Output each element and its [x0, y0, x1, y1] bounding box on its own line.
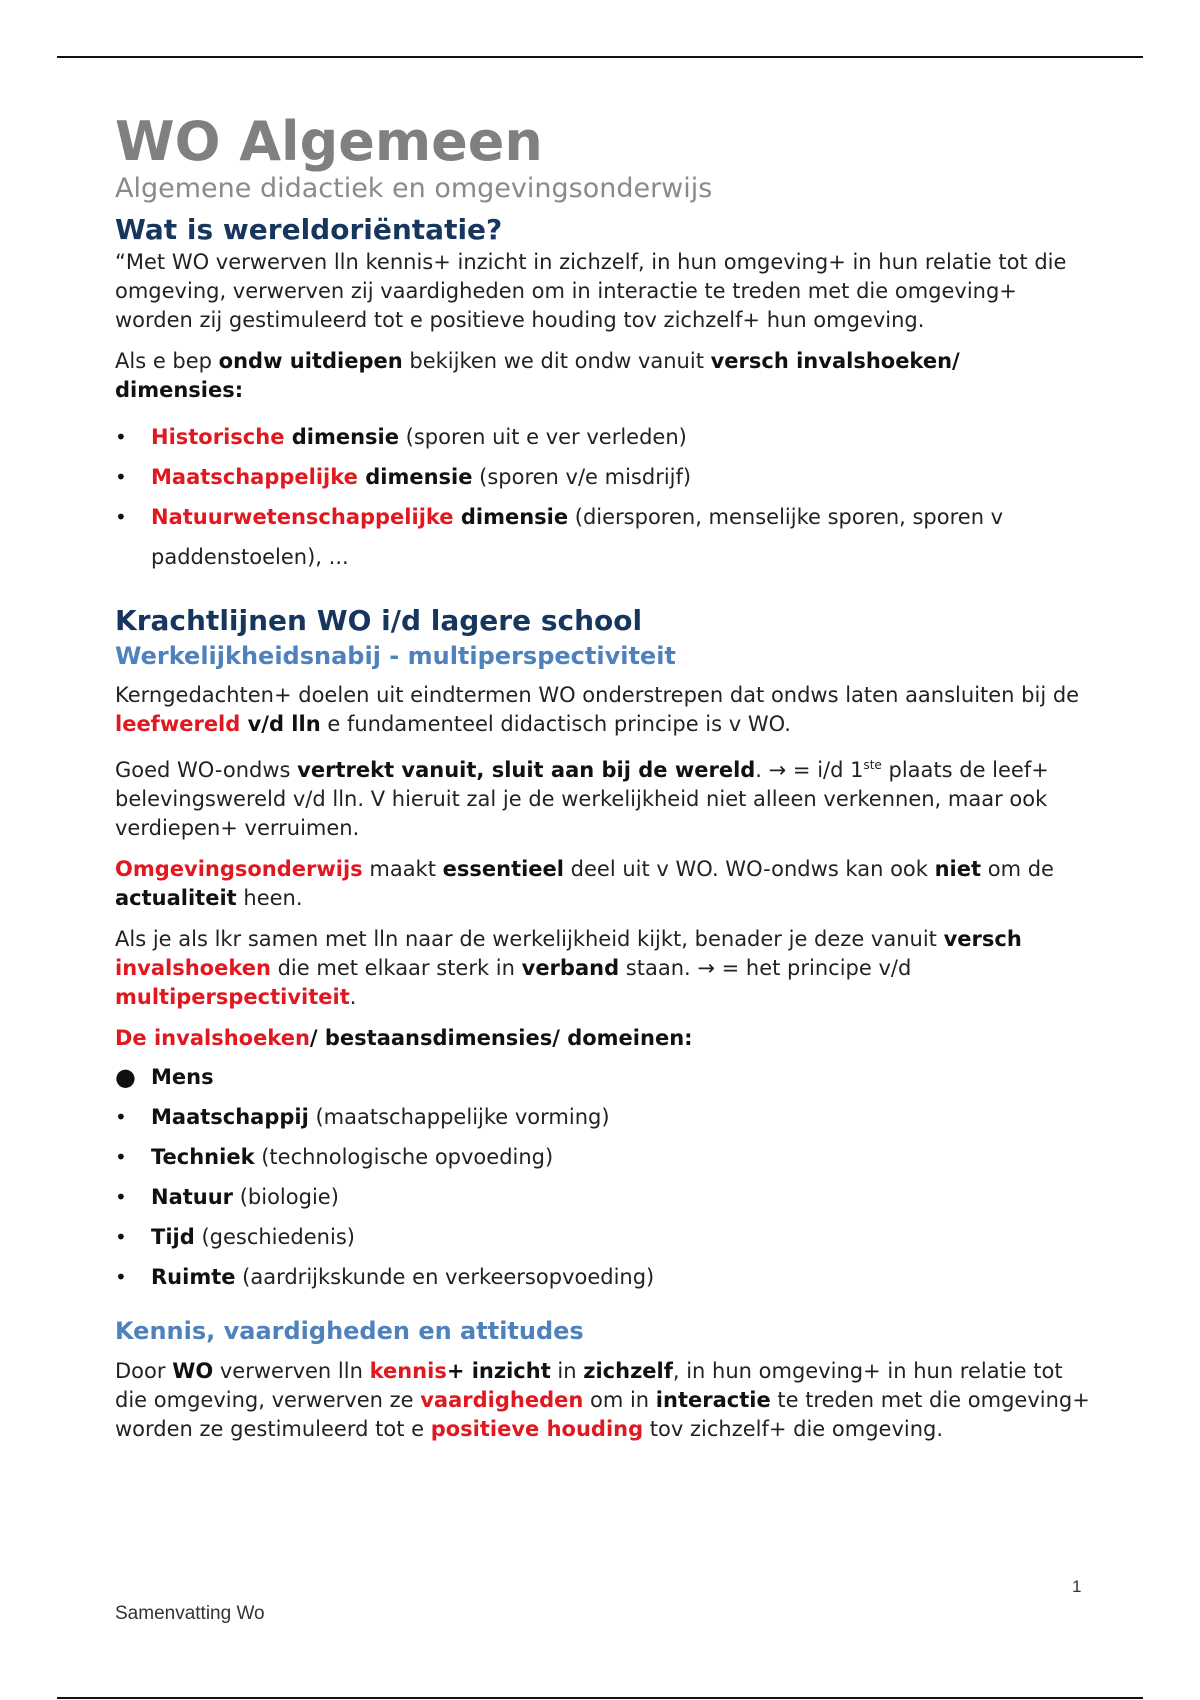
text-run: heen.: [236, 886, 303, 911]
bold-run: actualiteit: [115, 886, 237, 911]
text-run: (sporen v/e misdrijf): [472, 465, 692, 490]
list-item: [115, 417, 1095, 457]
text-run: Als je als lkr samen met lln naar de werkelijkheid kijkt, benader je deze vanuit: [115, 927, 944, 952]
red-run: positieve houding: [430, 1416, 644, 1441]
paragraph-invalshoeken: [115, 925, 1095, 1012]
text-run: . → = i/d 1: [755, 758, 864, 783]
list-item: [115, 1217, 1095, 1257]
bold-run: WO: [172, 1358, 214, 1383]
bold-run: v/d lln: [240, 712, 321, 737]
bold-run: Mens: [151, 1065, 214, 1090]
bold-run: Natuur: [151, 1185, 234, 1210]
list-item: [115, 1257, 1095, 1297]
bullet-icon: •: [115, 1105, 127, 1130]
list-item: [115, 1057, 1095, 1097]
text-run: (sporen uit e ver verleden): [399, 425, 687, 450]
text-run: Door: [115, 1358, 173, 1383]
text-run: .: [349, 985, 357, 1010]
quote-paragraph: “Met WO verwerven lln kennis+ inzicht in zichzelf, in hun omgeving+ in hun relatie tot die omgeving, verwerven zij vaardigheden om in interactie te treden met die omgeving+ worden zij gestimuleerd tot e positieve houding tov zichzelf+ hun omgeving.: [115, 250, 1067, 333]
text-run: om de: [981, 857, 1054, 882]
red-run: Omgevingsonderwijs: [115, 857, 363, 882]
text-run: (geschiedenis): [194, 1225, 355, 1250]
bold-run: ondw uitdiepen: [218, 349, 403, 374]
text-run: (diersporen, menselijke sporen, sporen v paddenstoelen), ...: [151, 505, 1004, 570]
heading-wat-is-wo: Wat is wereldoriëntatie?: [115, 212, 503, 246]
red-run: leefwereld: [115, 712, 241, 737]
red-run: vaardigheden: [420, 1387, 584, 1412]
paragraph-kennis: [115, 1357, 1095, 1444]
red-run: De invalshoeken: [115, 1026, 310, 1051]
text-run: Kerngedachten+ doelen uit eindtermen WO onderstrepen dat ondws laten aansluiten bij de: [115, 683, 1080, 708]
bold-run: versch: [943, 927, 1022, 952]
intro-paragraph: [115, 347, 1095, 405]
text-run: te treden met die omgeving+ worden ze gestimuleerd tot e: [115, 1387, 1090, 1441]
domains-heading: [115, 1024, 1095, 1053]
text-run: deel uit v WO. WO-ondws kan ook: [564, 857, 935, 882]
paragraph-goed-wo: [115, 751, 1095, 843]
header-rule: [57, 56, 1143, 58]
text-run: maakt: [362, 857, 443, 882]
page-number: 1: [1072, 1577, 1082, 1596]
paragraph-omgevingsonderwijs: [115, 855, 1095, 913]
red-run: kennis: [369, 1358, 447, 1383]
subheading-werkelijkheidsnabij: Werkelijkheidsnabij - multiperspectiviteit: [115, 641, 676, 670]
bold-run: Techniek: [151, 1145, 255, 1170]
bold-run: Tijd: [151, 1225, 195, 1250]
bullet-icon: ●: [115, 1063, 136, 1092]
text-run: om in: [583, 1387, 656, 1412]
bold-run: verband: [521, 956, 620, 981]
document-title: WO Algemeen: [115, 110, 543, 173]
red-run: invalshoeken: [115, 956, 271, 981]
document-page: [115, 112, 1095, 1456]
text-run: Als e bep: [115, 349, 219, 374]
heading-krachtlijnen: Krachtlijnen WO i/d lagere school: [115, 604, 643, 638]
bold-run: + inzicht: [446, 1358, 551, 1383]
text-run: die met elkaar sterk in: [270, 956, 522, 981]
bold-run: vertrekt vanuit, sluit aan bij de wereld: [297, 758, 756, 783]
text-run: , in hun omgeving+ in hun relatie tot die omgeving, verwerven ze: [115, 1358, 1063, 1412]
list-item: [115, 1097, 1095, 1137]
list-item: [115, 457, 1095, 497]
bold-run: dimensie: [453, 505, 569, 530]
superscript: ste: [863, 758, 882, 773]
text-run: bekijken we dit ondw vanuit: [402, 349, 711, 374]
text-run: (technologische opvoeding): [254, 1145, 554, 1170]
bold-run: versch invalshoeken/ dimensies:: [115, 349, 960, 403]
bold-run: / bestaansdimensies/ domeinen:: [309, 1026, 693, 1051]
text-run: e fundamenteel didactisch principe is v WO.: [320, 712, 791, 737]
text-run: tov zichzelf+ die omgeving.: [643, 1416, 944, 1441]
bold-run: essentieel: [442, 857, 564, 882]
text-run: (aardrijkskunde en verkeersopvoeding): [235, 1265, 655, 1290]
text-run: staan. → = het principe v/d: [619, 956, 912, 981]
bold-run: interactie: [655, 1387, 771, 1412]
list-item: [115, 1177, 1095, 1217]
paragraph-kerngedachten: [115, 681, 1095, 739]
domains-list: [115, 1057, 1095, 1297]
text-run: (maatschappelijke vorming): [308, 1105, 610, 1130]
text-run: in: [550, 1358, 584, 1383]
red-run: Historische: [151, 425, 285, 450]
bold-run: niet: [934, 857, 982, 882]
bullet-icon: •: [115, 1185, 127, 1210]
text-run: verwerven lln: [213, 1358, 370, 1383]
bold-run: Maatschappij: [151, 1105, 309, 1130]
subheading-kennis: Kennis, vaardigheden en attitudes: [115, 1317, 584, 1346]
dimensions-list: [115, 417, 1095, 577]
list-item: [115, 497, 1095, 577]
bold-run: dimensie: [357, 465, 473, 490]
bold-run: dimensie: [284, 425, 399, 450]
bullet-icon: •: [115, 1265, 127, 1290]
text-run: (biologie): [233, 1185, 339, 1210]
bullet-icon: •: [115, 1225, 127, 1250]
bold-run: Ruimte: [151, 1265, 236, 1290]
bullet-icon: •: [115, 465, 127, 490]
red-run: Maatschappelijke: [151, 465, 358, 490]
footer-rule: [57, 1697, 1143, 1699]
red-run: Natuurwetenschappelijke: [151, 505, 454, 530]
bullet-icon: •: [115, 505, 127, 530]
document-subtitle: Algemene didactiek en omgevingsonderwijs: [115, 173, 713, 205]
text-run: Goed WO-ondws: [115, 758, 298, 783]
bullet-icon: •: [115, 425, 127, 450]
list-item: [115, 1137, 1095, 1177]
text-run: plaats de leef+ belevingswereld v/d lln. V hieruit zal je de werkelijkheid niet alleen verkennen, maar ook verdiepen+ verruimen.: [115, 758, 1049, 841]
footer-label: Samenvatting Wo: [115, 1603, 265, 1624]
red-run: multiperspectiviteit: [115, 985, 350, 1010]
bullet-icon: •: [115, 1145, 127, 1170]
bold-run: zichzelf: [583, 1358, 673, 1383]
